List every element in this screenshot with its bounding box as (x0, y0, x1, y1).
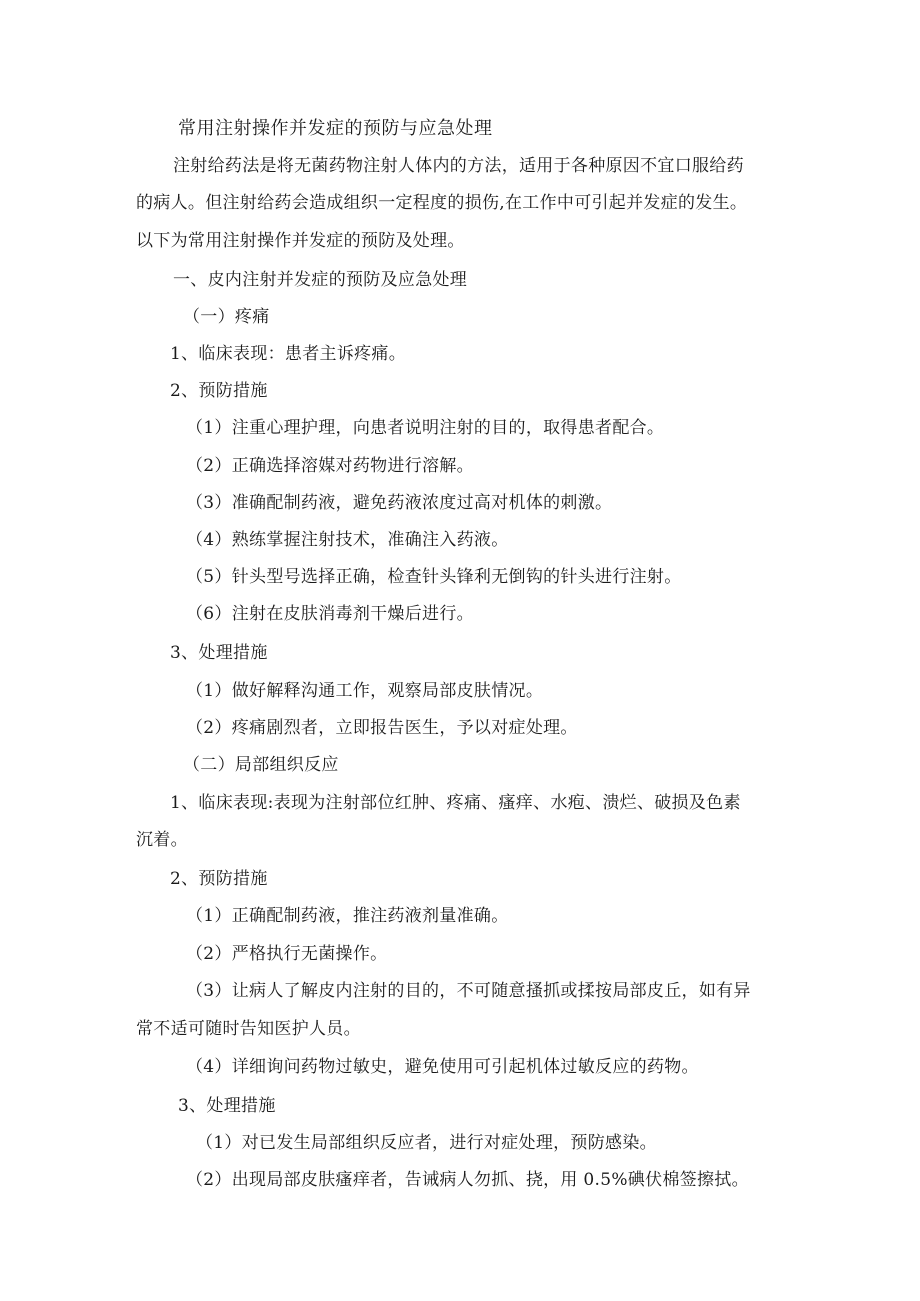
subsection-heading-local-reaction: （二）局部组织反应 (183, 755, 339, 775)
page-title: 常用注射操作并发症的预防与应急处理 (178, 118, 493, 139)
subsection-heading-pain: （一）疼痛 (183, 307, 270, 327)
list-item: （2）疼痛剧烈者，立即报告医生，予以对症处理。 (186, 718, 578, 738)
list-item: （6）注射在皮肤消毒剂干燥后进行。 (186, 604, 474, 624)
list-item: （2）正确选择溶媒对药物进行溶解。 (186, 456, 474, 476)
list-item: （3）让病人了解皮内注射的目的，不可随意搔抓或揉按局部皮丘，如有异 (186, 981, 751, 1001)
list-item: （5）针头型号选择正确，检查针头锋利无倒钩的针头进行注射。 (186, 567, 682, 587)
prevention-heading: 2、预防措施 (170, 381, 268, 401)
list-item: （1）注重心理护理，向患者说明注射的目的，取得患者配合。 (186, 418, 665, 438)
clinical-manifestation-line-1: 1、临床表现:表现为注射部位红肿、疼痛、瘙痒、水疱、溃烂、破损及色素 (170, 793, 741, 813)
list-item: （1）对已发生局部组织反应者，进行对症处理，预防感染。 (196, 1133, 657, 1153)
intro-line-3: 以下为常用注射操作并发症的预防及处理。 (136, 231, 465, 251)
intro-line-2: 的病人。但注射给药会造成组织一定程度的损伤,在工作中可引起并发症的发生。 (136, 193, 748, 213)
list-item: （4）详细询问药物过敏史，避免使用可引起机体过敏反应的药物。 (186, 1057, 699, 1077)
clinical-manifestation-line-2: 沉着。 (136, 830, 188, 850)
treatment-heading: 3、处理措施 (170, 643, 268, 663)
list-item: （4）熟练掌握注射技术，准确注入药液。 (186, 530, 509, 550)
intro-line-1: 注射给药法是将无菌药物注射人体内的方法，适用于各种原因不宜口服给药 (173, 156, 744, 176)
treatment-heading: 3、处理措施 (178, 1096, 276, 1116)
list-item: （2）严格执行无菌操作。 (186, 944, 388, 964)
list-item: （1）正确配制药液，推注药液剂量准确。 (186, 906, 509, 926)
list-item: （3）准确配制药液，避免药液浓度过高对机体的刺激。 (186, 493, 613, 513)
section-heading: 一、皮内注射并发症的预防及应急处理 (173, 270, 468, 290)
list-item: （2）出现局部皮肤瘙痒者，告诫病人勿抓、挠，用 0.5%碘伏棉签擦拭。 (186, 1170, 749, 1190)
list-item: （1）做好解释沟通工作，观察局部皮肤情况。 (186, 681, 544, 701)
prevention-heading: 2、预防措施 (170, 869, 268, 889)
list-item-continuation: 常不适可随时告知医护人员。 (136, 1019, 361, 1039)
clinical-manifestation: 1、临床表现：患者主诉疼痛。 (170, 344, 407, 364)
